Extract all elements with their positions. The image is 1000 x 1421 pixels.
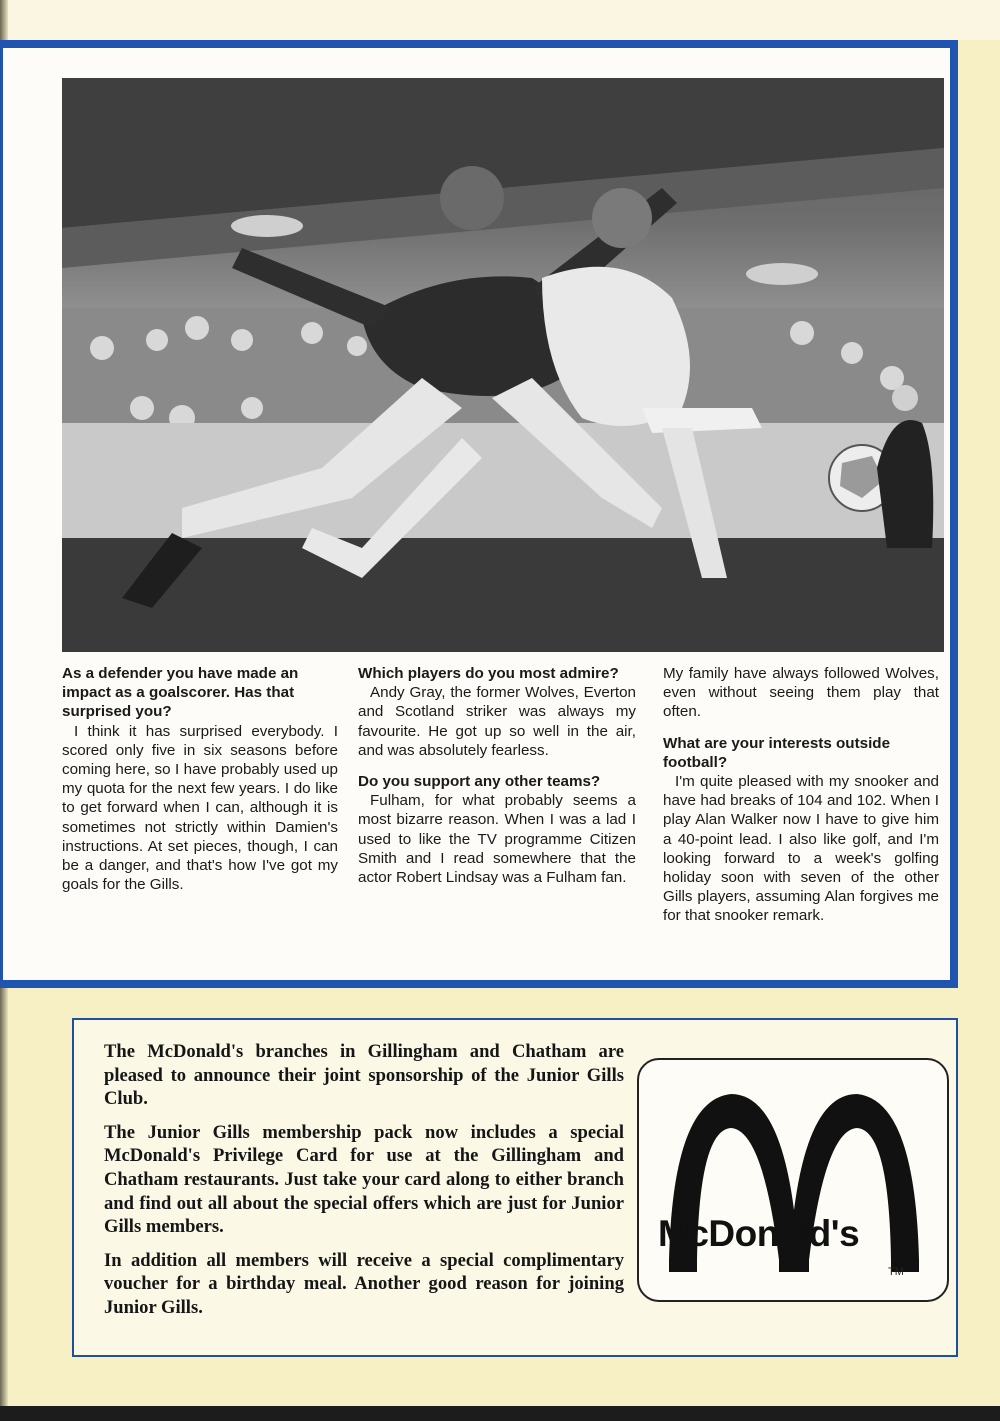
match-photo	[62, 78, 944, 652]
mcdonalds-wordmark: McDonald's	[658, 1213, 860, 1254]
football-action-photo	[62, 78, 944, 652]
interview-column-2	[358, 664, 636, 887]
question-admire: Which players do you most admire?	[358, 665, 619, 682]
interview-column-1	[62, 664, 338, 894]
question-goalscorer: As a defender you have made an impact as a goalscorer. Has that surprised you?	[62, 665, 299, 721]
page-top-margin	[0, 0, 1000, 40]
page-bottom-edge	[0, 1406, 1000, 1421]
advert-paragraph-3: In addition all members will receive a special complimentary voucher for a birthday meal. Another good reason for joining Junior Gills.	[104, 1249, 624, 1318]
advert-text	[104, 1040, 624, 1330]
answer-goalscorer: I think it has surprised everybody. I scored only five in six seasons before coming here, so I have probably used up my quota for the next few years. I do like to get forward when I can, although it is sometimes not strictly within Damien's instructions. At set pieces, though, I can be a danger, and that's how I've got my goals for the Gills.	[62, 722, 338, 894]
question-interests: What are your interests outside football?	[663, 734, 891, 771]
answer-other-teams-continued: My family have always followed Wolves, even without seeing them play that often.	[663, 665, 939, 721]
answer-admire: Andy Gray, the former Wolves, Everton and Scotland striker was always my favourite. He got up so well in the air, and was absolutely fearless.	[358, 684, 636, 759]
answer-other-teams: Fulham, for what probably seems a most bizarre reason. When I was a lad I used to like the TV programme Citizen Smith and I read somewhere that the actor Robert Lindsay was a Fulham fan.	[358, 792, 636, 887]
answer-interests: I'm quite pleased with my snooker and have had breaks of 104 and 102. When I play Alan Walker now I have to give him a 40-point lead. I also like golf, and I'm looking forward to a week's golfing holiday soon with seven of the other Gills players, assuming Alan forgives me for that snooker remark.	[663, 773, 939, 925]
interview-column-3	[663, 664, 939, 926]
golden-arches-icon	[639, 1060, 947, 1300]
trademark-symbol: TM	[888, 1266, 904, 1278]
question-other-teams: Do you support any other teams?	[358, 773, 601, 791]
advert-paragraph-1: The McDonald's branches in Gillingham and Chatham are pleased to announce their joint sponsorship of the Junior Gills Club.	[104, 1041, 624, 1110]
advert-paragraph-2: The Junior Gills membership pack now includes a special McDonald's Privilege Card for use at the Gillingham and Chatham restaurants. Just take your card along to either branch and find out all about the special offers which are just for Junior Gills members.	[104, 1121, 624, 1238]
